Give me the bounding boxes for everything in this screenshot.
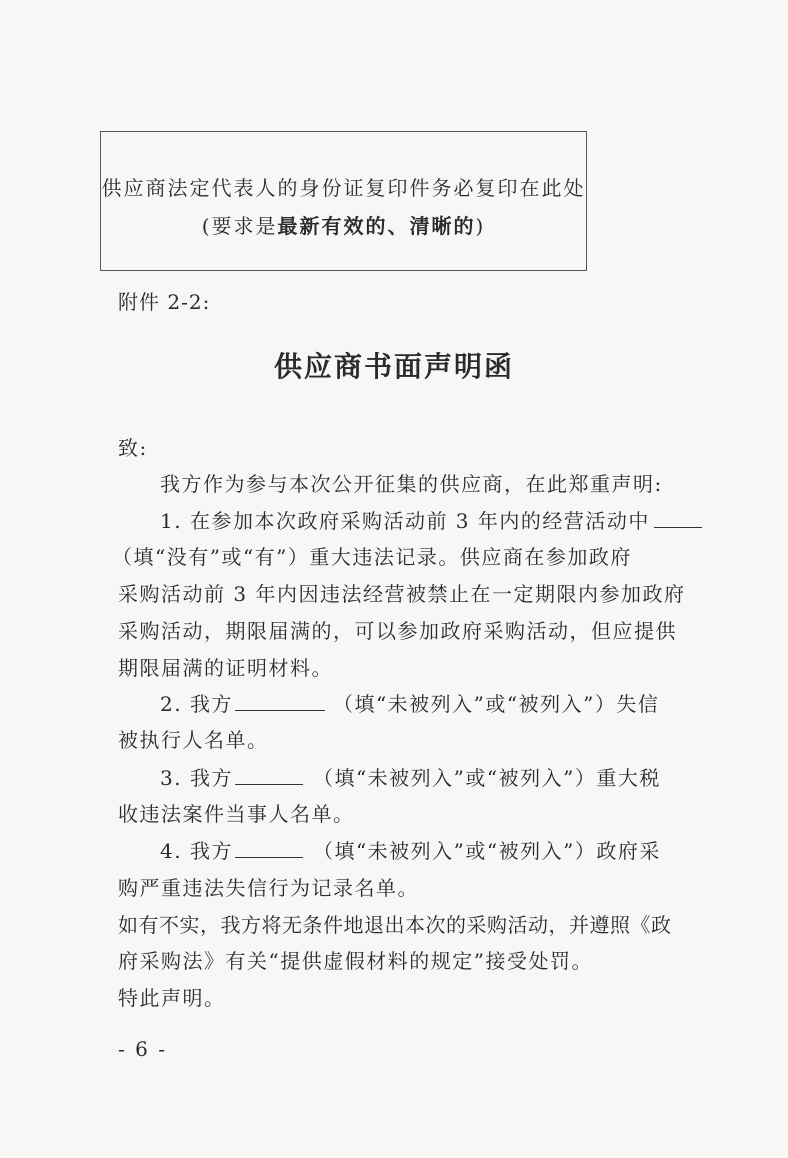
id-box-requirement <box>101 210 586 239</box>
id-box-instruction: 供应商法定代表人的身份证复印件务必复印在此处 <box>101 176 586 200</box>
intro-text: 我方作为参与本次公开征集的供应商，在此郑重声明: <box>160 472 663 496</box>
item4-suffix: （填“未被列入”或“被列入”）政府采 <box>312 839 661 863</box>
item1-line2: （填“没有”或“有”）重大违法记录。供应商在参加政府 <box>112 545 632 569</box>
page-number: - 6 - <box>118 1037 167 1061</box>
item1-blank[interactable] <box>654 509 702 528</box>
item2-line2: 被执行人名单。 <box>118 728 269 752</box>
item1-line3: 采购活动前 3 年内因违法经营被禁止在一定期限内参加政府 <box>118 582 686 606</box>
item4-line2: 购严重违法失信行为记录名单。 <box>118 876 419 900</box>
closing-line1: 如有不实，我方将无条件地退出本次的采购活动，并遵照《政 <box>118 913 672 937</box>
requirement-suffix: ) <box>475 214 486 238</box>
item2-line1 <box>160 688 659 717</box>
attachment-label: 附件 2-2: <box>118 290 211 314</box>
item2-blank[interactable] <box>235 692 325 711</box>
item1-line1 <box>160 505 702 534</box>
item4-line1 <box>160 835 661 864</box>
item2-prefix: 2. 我方 <box>160 692 233 716</box>
item4-blank[interactable] <box>235 839 303 858</box>
page-title: 供应商书面声明函 <box>273 350 514 383</box>
item1-line4: 采购活动，期限届满的，可以参加政府采购活动，但应提供 <box>118 619 677 643</box>
item1-line5: 期限届满的证明材料。 <box>118 656 333 680</box>
salutation: 致: <box>118 436 148 460</box>
item3-line2: 收违法案件当事人名单。 <box>118 802 355 826</box>
item4-prefix: 4. 我方 <box>160 839 233 863</box>
item3-line1 <box>160 762 661 791</box>
id-copy-box <box>100 131 587 271</box>
item3-prefix: 3. 我方 <box>160 766 233 790</box>
item3-blank[interactable] <box>235 766 303 785</box>
closing-line3: 特此声明。 <box>118 986 226 1010</box>
closing-line2: 府采购法》有关“提供虚假材料的规定”接受处罚。 <box>118 949 593 973</box>
item1-text: 1. 在参加本次政府采购活动前 3 年内的经营活动中 <box>160 509 650 533</box>
requirement-bold: 最新有效的、清晰的 <box>277 214 476 238</box>
item3-suffix: （填“未被列入”或“被列入”）重大税 <box>312 766 661 790</box>
requirement-prefix: (要求是 <box>201 214 278 238</box>
item2-suffix: （填“未被列入”或“被列入”）失信 <box>332 692 660 716</box>
